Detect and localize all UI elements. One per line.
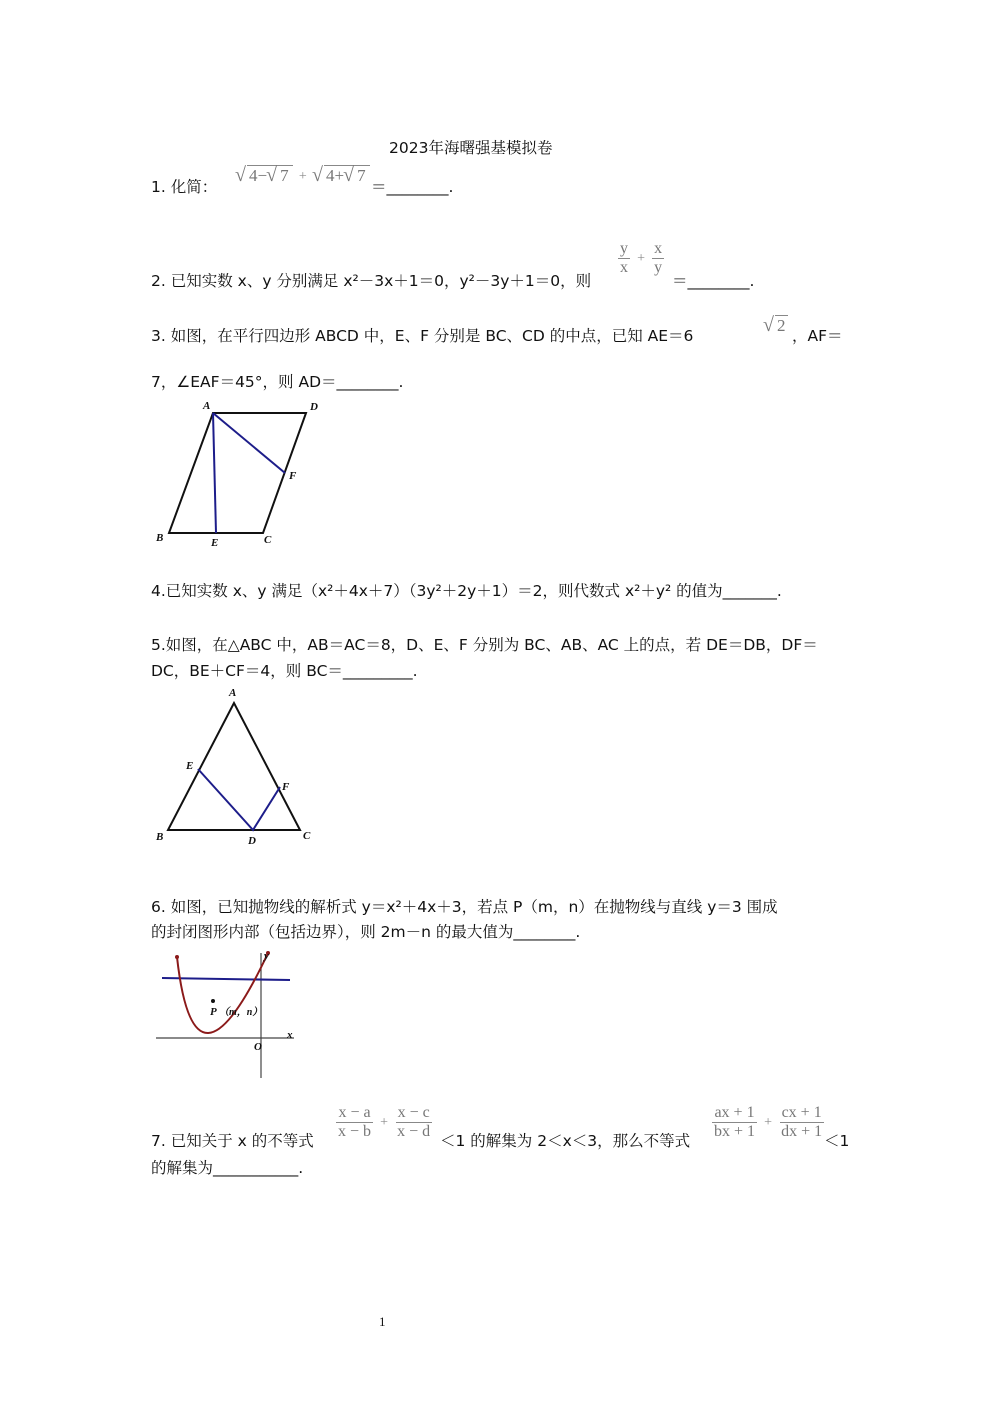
label-d: D bbox=[248, 835, 256, 847]
label-d: D bbox=[310, 401, 318, 413]
q7-fraction-1: $\frac{x - a}{x - b}$ bbox=[338, 1104, 372, 1140]
q1-rad1b: 7 bbox=[280, 166, 289, 185]
q7-expression-2 bbox=[712, 1104, 824, 1141]
label-e: E bbox=[211, 537, 219, 549]
page-title: 2023年海曙强基模拟卷 bbox=[389, 139, 553, 157]
q3-line-1-end: ，AF＝ bbox=[792, 327, 843, 345]
segments-de-df bbox=[198, 769, 280, 830]
question-7-line-1-end: ＜1 bbox=[824, 1132, 850, 1150]
q1-plus: + bbox=[298, 169, 307, 185]
question-2: 2. 已知实数 x、y 分别满足 x²－3x＋1＝0，y²－3y＋1＝0，则 bbox=[151, 272, 592, 290]
q1-rad2b: 7 bbox=[357, 166, 366, 185]
label-a: A bbox=[229, 687, 237, 699]
question-3-line-2: 7，∠EAF＝45°，则 AD＝________. bbox=[151, 373, 404, 391]
label-origin: O bbox=[254, 1041, 262, 1053]
q7-fraction-2: $\frac{x - c}{x - d}$ bbox=[397, 1104, 431, 1140]
q7-expression-1 bbox=[336, 1104, 432, 1141]
q2-expression bbox=[618, 240, 664, 277]
figure-parallelogram bbox=[150, 395, 350, 555]
q1-expression bbox=[236, 166, 370, 186]
label-a: A bbox=[203, 400, 211, 412]
question-6-line-2: 的封闭图形内部（包括边界），则 2m－n 的最大值为________. bbox=[151, 923, 581, 941]
line-y-equals-3 bbox=[162, 978, 290, 980]
question-7-line-2: 的解集为___________. bbox=[151, 1159, 304, 1177]
label-c: C bbox=[303, 830, 311, 842]
question-5-line-1: 5.如图，在△ABC 中，AB＝AC＝8，D、E、F 分别为 BC、AB、AC 上的点，若 DE＝DB，DF＝ bbox=[151, 636, 818, 654]
figure-parabola bbox=[150, 945, 310, 1085]
segment-ae bbox=[213, 413, 216, 533]
parabola-curve bbox=[177, 953, 268, 1033]
q3-sqrt: √ 2 bbox=[764, 316, 788, 336]
question-5-line-2: DC，BE＋CF＝4，则 BC＝_________. bbox=[151, 662, 418, 680]
segment-af bbox=[213, 413, 285, 473]
q2-plus: + bbox=[637, 250, 645, 266]
label-p: P bbox=[210, 1006, 217, 1018]
label-f: F bbox=[289, 470, 297, 482]
q1-label: 1. 化简： bbox=[151, 178, 218, 196]
question-7-line-1-middle: ＜1 的解集为 2＜x＜3，那么不等式 bbox=[440, 1132, 691, 1150]
q2-fraction-1: $\frac{y}{x}$ bbox=[620, 240, 628, 276]
q1-rad2a: 4+ bbox=[326, 166, 345, 185]
label-b: B bbox=[156, 532, 164, 544]
point-p bbox=[211, 999, 215, 1003]
q7-plus-1: + bbox=[380, 1114, 389, 1130]
q1-sqrt-1 bbox=[236, 166, 293, 186]
label-x-axis: x bbox=[287, 1029, 293, 1041]
question-4: 4.已知实数 x、y 满足（x²＋4x＋7）（3y²＋2y＋1）＝2，则代数式 x²＋y² 的值为_______. bbox=[151, 582, 782, 600]
question-3-line-1: 3. 如图，在平行四边形 ABCD 中，E、F 分别是 BC、CD 的中点，已知 AE＝6 bbox=[151, 327, 694, 345]
label-c: C bbox=[264, 534, 272, 546]
q1-blank: ＝________. bbox=[371, 178, 454, 196]
q7-plus-2: + bbox=[764, 1114, 773, 1130]
q2-blank: ＝________. bbox=[672, 272, 755, 290]
label-e: E bbox=[186, 760, 194, 772]
label-p-coords: （m，n） bbox=[219, 1007, 263, 1018]
question-6-line-1: 6. 如图，已知抛物线的解析式 y＝x²＋4x＋3，若点 P（m，n）在抛物线与直线 y＝3 围成 bbox=[151, 898, 778, 916]
q7-fraction-3: $\frac{ax + 1}{bx + 1}$ bbox=[714, 1104, 756, 1140]
parabola-endpoint-left bbox=[175, 955, 179, 959]
question-7-line-1-start: 7. 已知关于 x 的不等式 bbox=[151, 1132, 314, 1150]
q2-fraction-2: $\frac{x}{y}$ bbox=[654, 240, 663, 276]
label-y-axis: y bbox=[264, 950, 269, 962]
q1-rad1a: 4− bbox=[249, 166, 268, 185]
q1-sqrt-2 bbox=[313, 166, 370, 186]
label-b: B bbox=[156, 831, 164, 843]
page-number: 1 bbox=[379, 1314, 386, 1329]
figure-triangle bbox=[150, 684, 330, 854]
label-f: F bbox=[282, 781, 290, 793]
q7-fraction-4: $\frac{cx + 1}{dx + 1}$ bbox=[781, 1104, 823, 1140]
question-1 bbox=[151, 177, 217, 197]
parallelogram-abcd bbox=[169, 413, 306, 533]
